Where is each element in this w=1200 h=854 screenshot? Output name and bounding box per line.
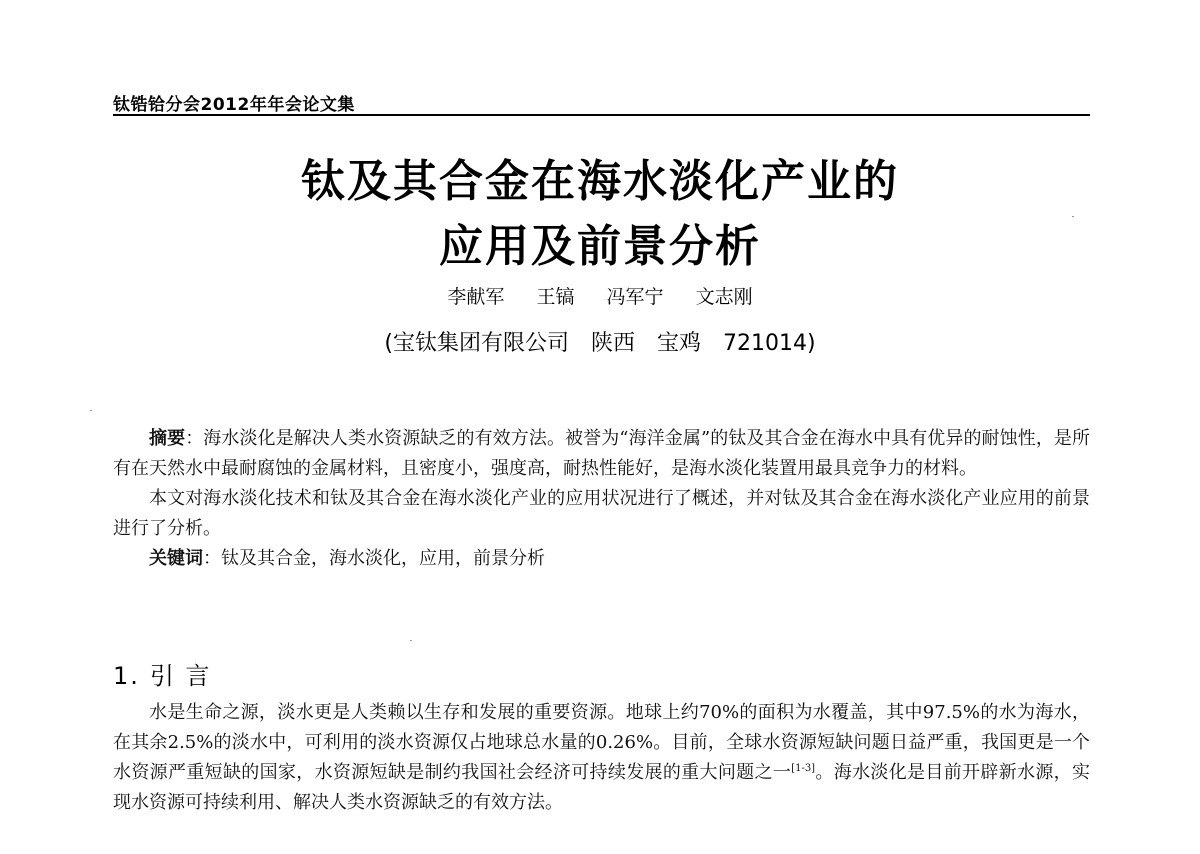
section-title: 引 言 [149, 662, 212, 690]
abstract-paragraph-2: 本文对海水淡化技术和钛及其合金在海水淡化产业的应用状况进行了概述，并对钛及其合金在海水淡化产业应用的前景进行了分析。 [113, 488, 1090, 539]
scan-speck [90, 410, 92, 411]
header-rule [113, 114, 1090, 116]
section-number: 1. [113, 662, 140, 690]
affiliation-open-paren: ( [384, 331, 393, 356]
author-list [0, 282, 1200, 309]
introduction-paragraph [113, 698, 1090, 818]
abstract-label: 摘要 [149, 428, 186, 449]
intro-text-before-citation: 水是生命之源，淡水更是人类赖以生存和发展的重要资源。地球上约70%的面积为水覆盖，其中97.5%的水为海水，在其余2.5%的淡水中，可利用的淡水资源仅占地球总水量的0.26%。目前，全球水资源短缺问题日益严重，我国更是一个水资源严重短缺的国家，水资源短缺是制约我国社会经济可持续发展的重大问题之一 [113, 702, 1090, 783]
keywords-paragraph [113, 544, 1090, 574]
abstract-section [113, 424, 1090, 574]
affiliation-province: 陕西 [591, 331, 636, 356]
affiliation [0, 326, 1200, 357]
running-header: 钛锆铪分会2012年年会论文集 [113, 95, 355, 115]
affiliation-postcode: 721014 [723, 331, 808, 356]
keywords-text: ：钛及其合金，海水淡化，应用，前景分析 [203, 548, 545, 569]
abstract-paragraph-1 [113, 424, 1090, 484]
author-name: 文志刚 [695, 286, 753, 308]
scan-speck [410, 640, 412, 641]
scan-speck [1072, 216, 1074, 217]
citation-superscript: [1-3] [791, 763, 816, 774]
paper-title-line1: 钛及其合金在海水淡化产业的 [301, 156, 899, 207]
intro-text-after-citation: 。海水淡化是目前开辟新水源，实现水资源可持续利用、解决人类水资源缺乏的有效方法。 [113, 762, 1091, 813]
paper-title-line2: 应用及前景分析 [439, 221, 761, 272]
author-name: 李献军 [447, 286, 505, 308]
affiliation-org: 宝钛集团有限公司 [392, 331, 569, 356]
author-name: 王镐 [536, 286, 575, 308]
affiliation-close-paren: ) [807, 331, 816, 356]
abstract-text-1: ：海水淡化是解决人类水资源缺乏的有效方法。被誉为“海洋金属”的钛及其合金在海水中具有优异的耐蚀性，是所有在天然水中最耐腐蚀的金属材料，且密度小，强度高，耐热性能好，是海水淡化装置用最具竞争力的材料。 [113, 428, 1091, 479]
section-heading-introduction [113, 656, 212, 691]
affiliation-city: 宝鸡 [657, 331, 702, 356]
keywords-label: 关键词 [149, 548, 203, 569]
author-name: 冯军宁 [606, 286, 664, 308]
introduction-section [113, 698, 1090, 818]
